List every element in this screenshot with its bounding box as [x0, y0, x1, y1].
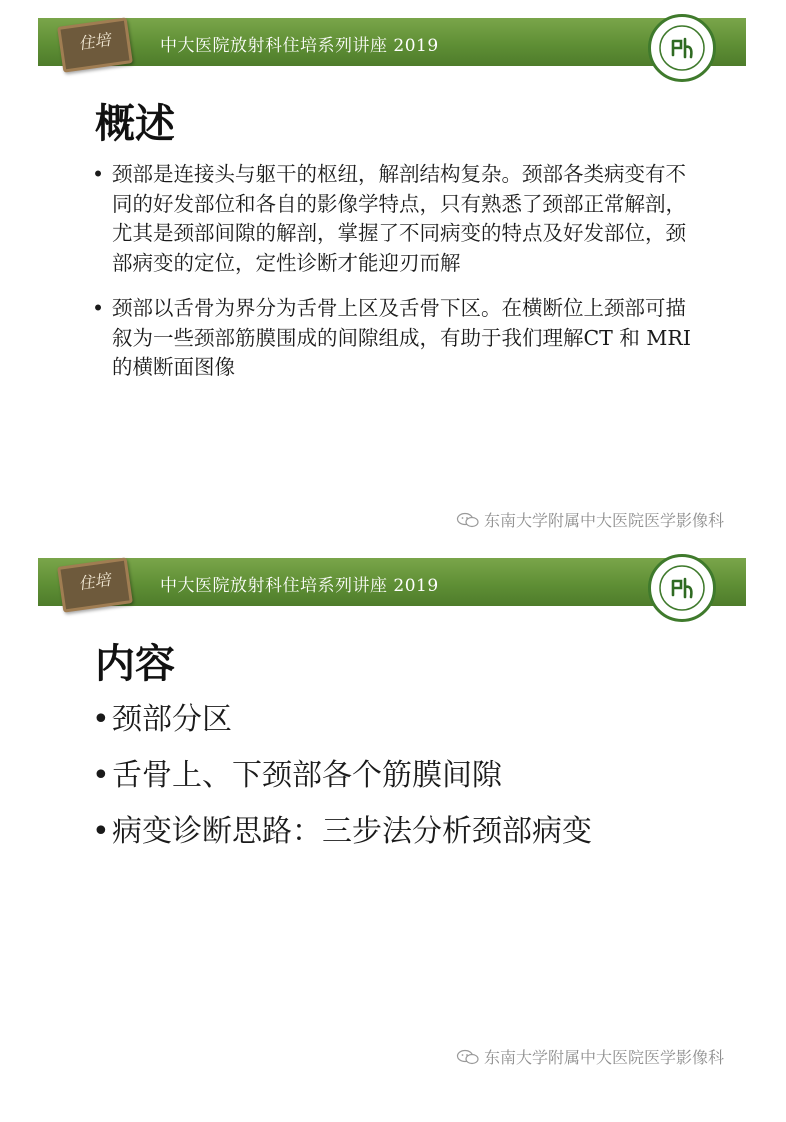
bullet-item [92, 294, 692, 383]
bullet-text: 颈部分区 [112, 702, 232, 737]
header-banner [38, 18, 746, 66]
bullet-item [92, 700, 732, 740]
bullet-dot-icon: • [92, 814, 110, 849]
bullet-item [92, 756, 732, 796]
slide-contents [0, 540, 786, 1080]
badge-text: 住培 [77, 29, 112, 54]
watermark-text: 东南大学附属中大医院医学影像科 [483, 511, 724, 530]
residency-badge [57, 17, 133, 72]
banner-title: 中大医院放射科住培系列讲座 2019 [160, 36, 439, 56]
bullet-dot-icon: • [92, 162, 105, 186]
bullet-text: 颈部是连接头与躯干的枢纽，解剖结构复杂。颈部各类病变有不同的好发部位和各自的影像学特点，只有熟悉了颈部正常解剖，尤其是颈部间隙的解剖，掌握了不同病变的特点及好发部位，颈部病变的定位，定性诊断才能迎刃而解 [112, 162, 686, 275]
bullet-item [92, 812, 732, 852]
header-banner [38, 558, 746, 606]
watermark-text: 东南大学附属中大医院医学影像科 [483, 1048, 724, 1067]
watermark [456, 508, 724, 531]
page-title: 内容 [95, 641, 175, 687]
bullet-dot-icon: • [92, 296, 105, 320]
overview-bullet-list [92, 160, 692, 399]
badge-text: 住培 [77, 569, 112, 594]
bullet-text: 舌骨上、下颈部各个筋膜间隙 [112, 758, 502, 793]
seal-emblem-icon [651, 17, 713, 79]
slide-overview [0, 0, 786, 540]
bullet-dot-icon: • [92, 702, 110, 737]
hospital-seal-icon [648, 14, 716, 82]
bullet-dot-icon: • [92, 758, 110, 793]
bullet-text: 病变诊断思路：三步法分析颈部病变 [112, 814, 592, 849]
wechat-icon [456, 512, 480, 528]
page-title: 概述 [95, 101, 175, 147]
residency-badge [57, 557, 133, 612]
watermark [456, 1045, 724, 1068]
contents-bullet-list [92, 700, 732, 868]
seal-emblem-icon [651, 557, 713, 619]
hospital-seal-icon [648, 554, 716, 622]
bullet-item [92, 160, 692, 278]
wechat-icon [456, 1049, 480, 1065]
banner-title: 中大医院放射科住培系列讲座 2019 [160, 576, 439, 596]
bullet-text: 颈部以舌骨为界分为舌骨上区及舌骨下区。在横断位上颈部可描叙为一些颈部筋膜围成的间隙组成，有助于我们理解CT 和 MRI的横断面图像 [112, 296, 691, 379]
